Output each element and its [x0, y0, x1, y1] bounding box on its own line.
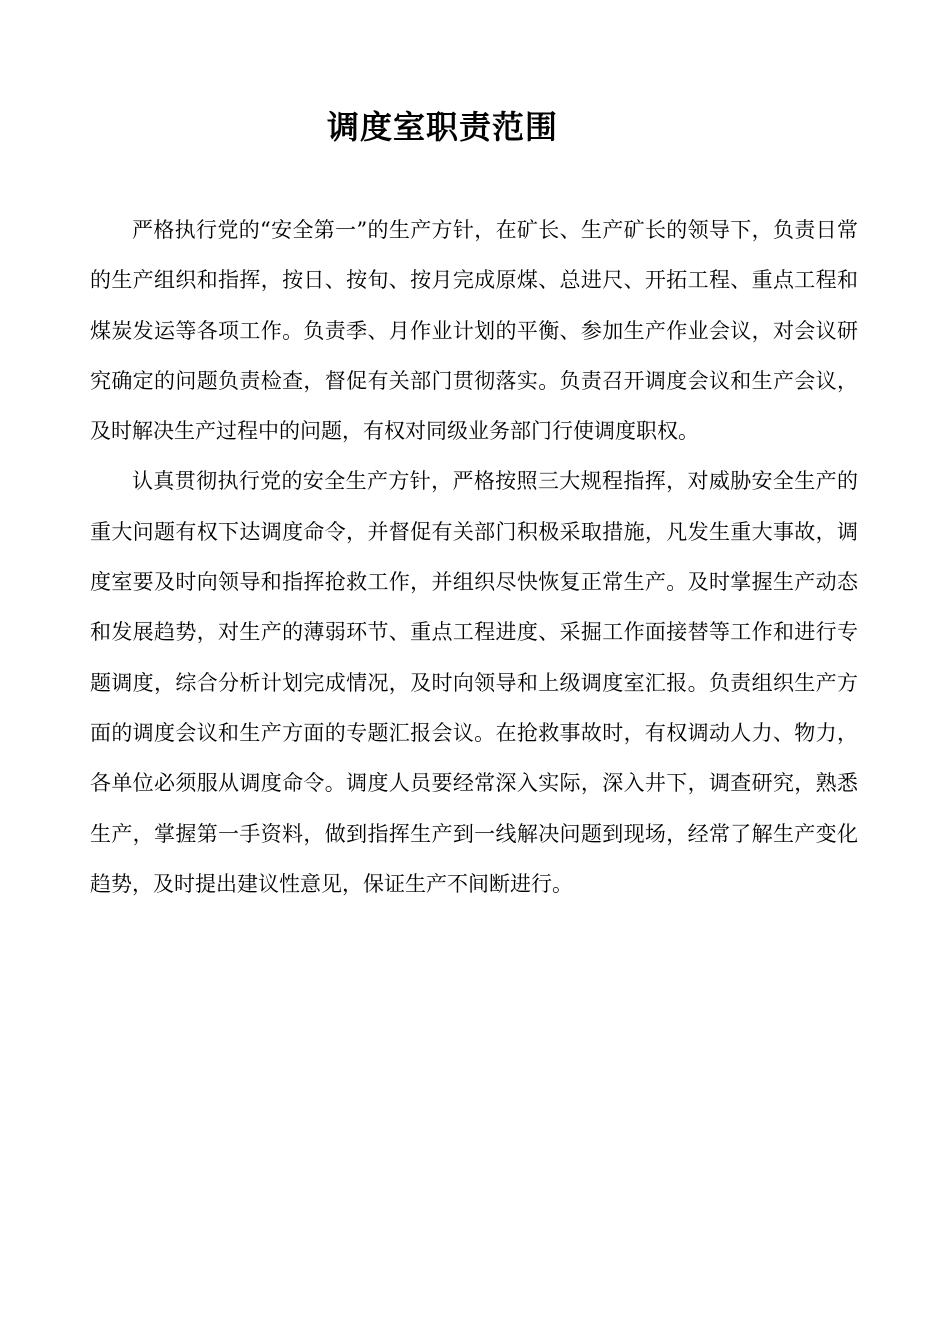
page-title: 调度室职责范围	[326, 108, 558, 146]
paragraph-2: 认真贯彻执行党的安全生产方针，严格按照三大规程指挥，对威胁安全生产的重大问题有权下达调度命令，并督促有关部门积极采取措施，凡发生重大事故，调度室要及时向领导和指挥抢救工作，并组织尽快恢复正常生产。及时掌握生产动态和发展趋势，对生产的薄弱环节、重点工程进度、采掘工作面接替等工作和进行专题调度，综合分析计划完成情况，及时向领导和上级调度室汇报。负责组织生产方面的调度会议和生产方面的专题汇报会议。在抢救事故时，有权调动人力、物力，各单位必须服从调度命令。调度人员要经常深入实际，深入井下，调查研究，熟悉生产，掌握第一手资料，做到指挥生产到一线解决问题到现场，经常了解生产变化趋势，及时提出建议性意见，保证生产不间断进行。	[90, 469, 858, 896]
document-body	[90, 205, 858, 909]
paragraph-1: 严格执行党的“安全第一”的生产方针，在矿长、生产矿长的领导下，负责日常的生产组织和指挥，按日、按旬、按月完成原煤、总进尺、开拓工程、重点工程和煤炭发运等各项工作。负责季、月作业计划的平衡、参加生产作业会议，对会议研究确定的问题负责检查，督促有关部门贯彻落实。负责召开调度会议和生产会议，及时解决生产过程中的问题，有权对同级业务部门行使调度职权。	[90, 218, 858, 444]
